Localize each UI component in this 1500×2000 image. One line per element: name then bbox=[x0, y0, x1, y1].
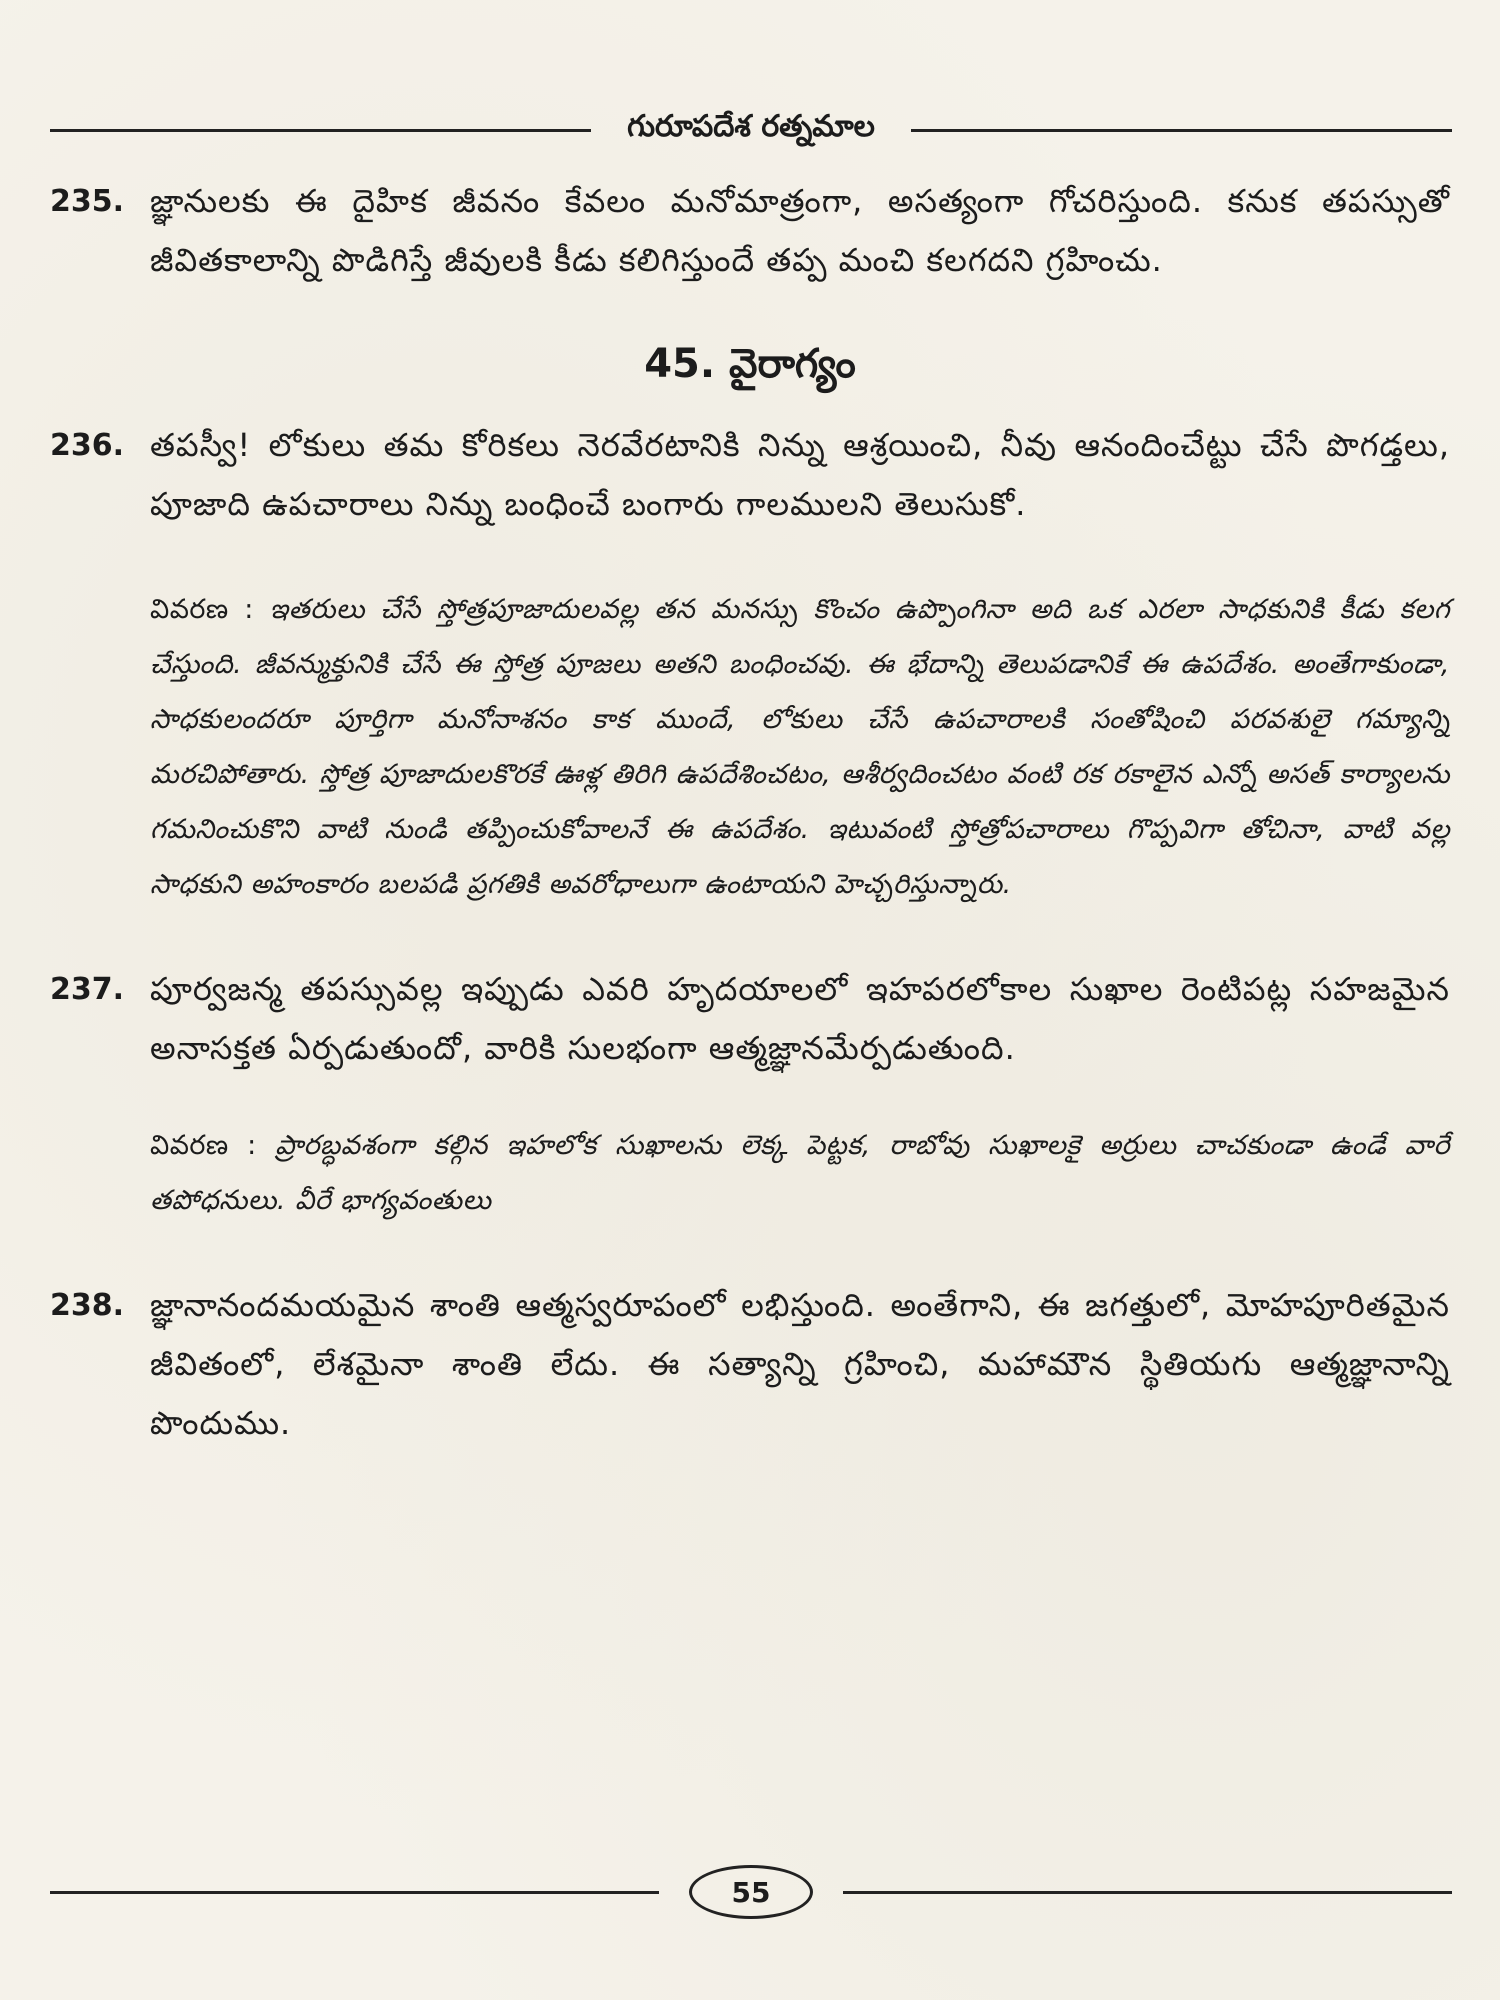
verse-number: 238. bbox=[50, 1288, 125, 1323]
verse-text: జ్ఞానులకు ఈ దైహిక జీవనం కేవలం మనోమాత్రంగా, అసత్యంగా గోచరిస్తుంది. కనుక తపస్సుతో జీవితకాలాన్ని పొడిగిస్తే జీవులకి కీడు కలిగిస్తుందే తప్ప మంచి కలగదని గ్రహించు. bbox=[150, 182, 1450, 279]
verse-number: 236. bbox=[50, 428, 125, 463]
page-footer bbox=[50, 1862, 1452, 1922]
explanation-label: వివరణ : bbox=[150, 594, 254, 625]
section-heading: 45. వైరాగ్యం bbox=[644, 341, 856, 387]
footer-rule-right bbox=[843, 1891, 1452, 1894]
explanation-text: ఇతరులు చేసే స్తోత్రపూజాదులవల్ల తన మనస్సు కొంచం ఉప్పొంగినా అది ఒక ఎరలా సాధకునికి కీడు కలగ చేస్తుంది. జీవన్ముక్తునికి చేసే ఈ స్తోత్ర పూజలు అతని బంధించవు. ఈ భేదాన్ని తెలుపడానికే ఈ ఉపదేశం. అంతేగాకుండా, సాధకులందరూ పూర్తిగా మనోనాశనం కాక ముందే, లోకులు చేసే ఉపచారాలకి సంతోషించి పరవశులై గమ్యాన్ని మరచిపోతారు. స్తోత్ర పూజాదులకొరకే ఊళ్ల తిరిగి ఉపదేశించటం, ఆశీర్వదించటం వంటి రక రకాలైన ఎన్నో అసత్ కార్యాలను గమనించుకొని వాటి నుండి తప్పించుకోవాలనే ఈ ఉపదేశం. ఇటువంటి స్తోత్రోపచారాలు గొప్పవిగా తోచినా, వాటి వల్ల సాధకుని అహంకారం బలపడి ప్రగతికి అవరోధాలుగా ఉంటాయని హెచ్చరిస్తున్నారు. bbox=[150, 594, 1450, 900]
explanation-237 bbox=[150, 1118, 1450, 1228]
verse-236 bbox=[50, 416, 1450, 534]
verse-237 bbox=[50, 960, 1450, 1078]
header-rule-right bbox=[911, 129, 1452, 132]
page-header bbox=[50, 100, 1452, 160]
book-title: గురూపదేశ రత్నమాల bbox=[627, 109, 875, 144]
verse-text: తపస్వీ! లోకులు తమ కోరికలు నెరవేరటానికి నిన్ను ఆశ్రయించి, నీవు ఆనందించేట్టు చేసే పొగడ్తలు, పూజాది ఉపచారాలు నిన్ను బంధించే బంగారు గాలములని తెలుసుకో. bbox=[150, 426, 1450, 523]
verse-number: 235. bbox=[50, 184, 125, 219]
page-number: 55 bbox=[689, 1865, 813, 1919]
explanation-236 bbox=[150, 582, 1450, 912]
verse-238 bbox=[50, 1276, 1450, 1453]
explanation-label: వివరణ : bbox=[150, 1130, 257, 1161]
page-content bbox=[50, 172, 1450, 1453]
verse-text: జ్ఞానానందమయమైన శాంతి ఆత్మస్వరూపంలో లభిస్తుంది. అంతేగాని, ఈ జగత్తులో, మోహపూరితమైన జీవితంలో, లేశమైనా శాంతి లేదు. ఈ సత్యాన్ని గ్రహించి, మహామౌన స్థితియగు ఆత్మజ్ఞానాన్ని పొందుము. bbox=[150, 1286, 1450, 1442]
verse-235 bbox=[50, 172, 1450, 290]
explanation-text: ప్రారబ్ధవశంగా కల్గిన ఇహలోక సుఖాలను లెక్క పెట్టక, రాబోవు సుఖాలకై అర్రులు చాచకుండా ఉండే వారే తపోధనులు. వీరే భాగ్యవంతులు bbox=[150, 1130, 1450, 1216]
verse-number: 237. bbox=[50, 972, 125, 1007]
verse-text: పూర్వజన్మ తపస్సువల్ల ఇప్పుడు ఎవరి హృదయాలలో ఇహపరలోకాల సుఖాల రెంటిపట్ల సహజమైన అనాసక్తత ఏర్పడుతుందో, వారికి సులభంగా ఆత్మజ్ఞానమేర్పడుతుంది. bbox=[150, 970, 1450, 1067]
header-rule-left bbox=[50, 129, 591, 132]
footer-rule-left bbox=[50, 1891, 659, 1894]
